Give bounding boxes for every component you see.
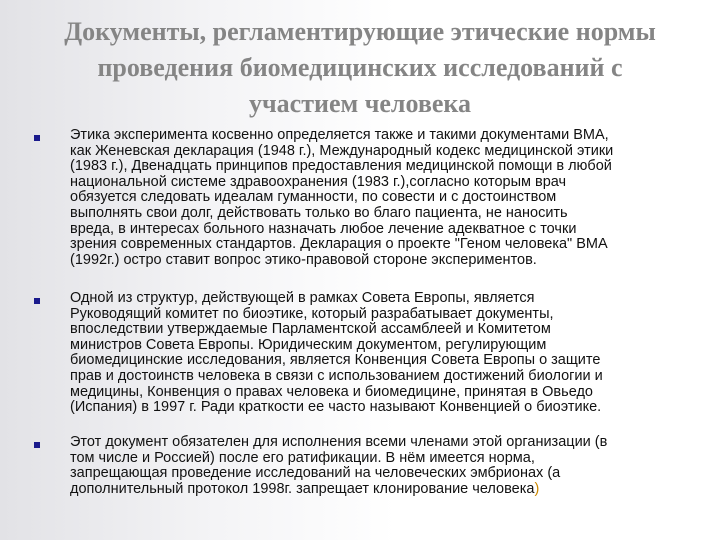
bullet-line: министров Совета Европы. Юридическим документом, регулирующим	[70, 336, 547, 353]
bullet-line: биомедицинские исследования, является Конвенция Совета Европы о защите	[70, 352, 601, 369]
bullet-line: Руководящий комитет по биоэтике, который разрабатывает документы,	[70, 305, 554, 322]
bullet-line: впоследствии утверждаемые Парламентской ассамблеей и Комитетом	[70, 321, 551, 338]
bullet-line: медицины, Конвенция о правах человека и биомедицине, принятая в Овьедо	[70, 383, 593, 400]
bullet-line: национальной системе здравоохранения (1983 г.),согласно которым врач	[70, 173, 567, 190]
bullet-line: дополнительный протокол 1998г. запрещает клонирование человека	[70, 480, 535, 497]
bullet-line: зрения современных стандартов. Декларация о проекте "Геном человека" ВМА	[70, 236, 608, 253]
bullet-line: Этот документ обязателен для исполнения всеми членами этой организации (в	[70, 434, 608, 450]
slide-title	[20, 14, 700, 122]
slide-title-line: участием человека	[248, 89, 471, 118]
closing-parenthesis: )	[534, 480, 540, 497]
bullet-text	[70, 128, 690, 268]
bullet-line: Этика эксперимента косвенно определяется также и такими документами ВМА,	[70, 127, 609, 143]
square-bullet-icon	[34, 135, 40, 141]
bullet-line: выполнять свои долг, действовать только во благо пациента, не наносить	[70, 204, 568, 221]
slide-title-line: проведения биомедицинских исследований с	[97, 53, 623, 82]
slide-title-line: Документы, регламентирующие этические нормы	[64, 17, 656, 46]
bullet-line: запрещающая проведение исследований на человеческих эмбрионах (а	[70, 465, 561, 482]
square-bullet-icon	[34, 442, 40, 448]
bullet-text	[70, 435, 690, 497]
bullet-line: обязуется следовать идеалам гуманности, по совести и с достоинством	[70, 189, 557, 206]
bullet-line: том числе и Россией) после его ратификации. В нём имеется норма,	[70, 449, 535, 466]
bullet-line: как Женевская декларация (1948 г.), Международный кодекс медицинской этики	[70, 142, 614, 159]
bullet-line: (1992г.) остро ставит вопрос этико-правовой стороне экспериментов.	[70, 251, 537, 268]
square-bullet-icon	[34, 298, 40, 304]
bullet-line: (Испания) в 1997 г. Ради краткости ее часто называют Конвенцией о биоэтике.	[70, 399, 602, 416]
bullet-line: вреда, в интересах больного назначать любое лечение адекватное с точки	[70, 220, 577, 237]
bullet-text	[70, 291, 690, 416]
bullet-line: (1983 г.), Двенадцать принципов предоставления медицинской помощи в любой	[70, 158, 612, 175]
bullet-line-last	[70, 482, 690, 498]
bullet-line: прав и достоинств человека в связи с использованием достижений биологии и	[70, 367, 603, 384]
bullet-line: Одной из структур, действующей в рамках Совета Европы, является	[70, 290, 535, 306]
